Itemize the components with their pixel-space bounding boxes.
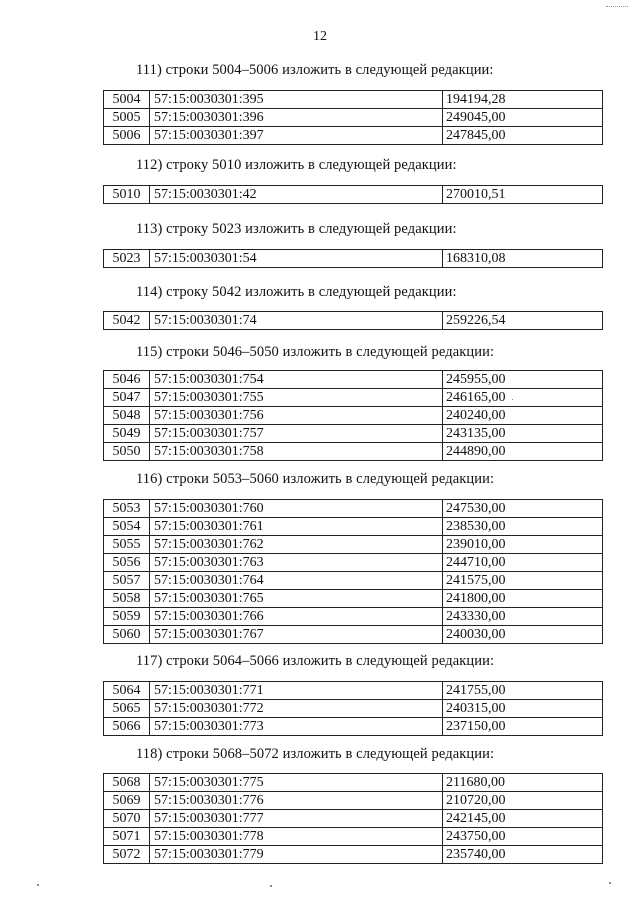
table-row xyxy=(104,590,603,608)
value-cell: 241755,00 xyxy=(443,682,603,700)
cadastral-number-cell: 57:15:0030301:767 xyxy=(150,626,443,644)
row-number-cell: 5010 xyxy=(104,186,150,204)
cadastral-number-cell: 57:15:0030301:395 xyxy=(150,91,443,109)
row-number-cell: 5053 xyxy=(104,500,150,518)
cadastral-number-cell: 57:15:0030301:755 xyxy=(150,389,443,407)
cadastral-number-cell: 57:15:0030301:764 xyxy=(150,572,443,590)
value-cell: 211680,00 xyxy=(443,774,603,792)
cadastral-number-cell: 57:15:0030301:771 xyxy=(150,682,443,700)
page-number: 12 xyxy=(313,29,327,44)
table-row xyxy=(104,572,603,590)
amendment-table xyxy=(103,370,603,461)
value-cell: 239010,00 xyxy=(443,536,603,554)
section-heading: 115) строки 5046–5050 изложить в следующей редакции: xyxy=(136,344,495,360)
cadastral-number-cell: 57:15:0030301:42 xyxy=(150,186,443,204)
value-cell: 249045,00 xyxy=(443,109,603,127)
value-cell: 247530,00 xyxy=(443,500,603,518)
section-heading: 118) строки 5068–5072 изложить в следующей редакции: xyxy=(136,746,495,762)
row-number-cell: 5056 xyxy=(104,554,150,572)
value-cell: 238530,00 xyxy=(443,518,603,536)
scan-speck xyxy=(270,885,272,887)
table-row xyxy=(104,828,603,846)
table-row xyxy=(104,425,603,443)
table-row xyxy=(104,682,603,700)
row-number-cell: 5023 xyxy=(104,250,150,268)
cadastral-number-cell: 57:15:0030301:54 xyxy=(150,250,443,268)
value-cell: 259226,54 xyxy=(443,312,603,330)
value-cell: 270010,51 xyxy=(443,186,603,204)
cadastral-number-cell: 57:15:0030301:761 xyxy=(150,518,443,536)
cadastral-number-cell: 57:15:0030301:397 xyxy=(150,127,443,145)
table-row xyxy=(104,518,603,536)
table-row xyxy=(104,407,603,425)
row-number-cell: 5042 xyxy=(104,312,150,330)
cadastral-number-cell: 57:15:0030301:766 xyxy=(150,608,443,626)
cadastral-number-cell: 57:15:0030301:758 xyxy=(150,443,443,461)
table-row xyxy=(104,810,603,828)
table-row xyxy=(104,389,603,407)
value-cell: 247845,00 xyxy=(443,127,603,145)
table-row xyxy=(104,109,603,127)
cadastral-number-cell: 57:15:0030301:74 xyxy=(150,312,443,330)
row-number-cell: 5049 xyxy=(104,425,150,443)
row-number-cell: 5004 xyxy=(104,91,150,109)
section-heading: 114) строку 5042 изложить в следующей редакции: xyxy=(136,284,457,300)
table-row xyxy=(104,312,603,330)
value-cell: 245955,00 xyxy=(443,371,603,389)
row-number-cell: 5072 xyxy=(104,846,150,864)
row-number-cell: 5068 xyxy=(104,774,150,792)
row-number-cell: 5070 xyxy=(104,810,150,828)
row-number-cell: 5059 xyxy=(104,608,150,626)
value-cell: 242145,00 xyxy=(443,810,603,828)
section-heading: 117) строки 5064–5066 изложить в следующей редакции: xyxy=(136,653,495,669)
cadastral-number-cell: 57:15:0030301:757 xyxy=(150,425,443,443)
cadastral-number-cell: 57:15:0030301:772 xyxy=(150,700,443,718)
value-cell: 241575,00 xyxy=(443,572,603,590)
row-number-cell: 5047 xyxy=(104,389,150,407)
table-row xyxy=(104,186,603,204)
cadastral-number-cell: 57:15:0030301:760 xyxy=(150,500,443,518)
cadastral-number-cell: 57:15:0030301:762 xyxy=(150,536,443,554)
table-row xyxy=(104,774,603,792)
table-row xyxy=(104,626,603,644)
row-number-cell: 5005 xyxy=(104,109,150,127)
cadastral-number-cell: 57:15:0030301:756 xyxy=(150,407,443,425)
cadastral-number-cell: 57:15:0030301:779 xyxy=(150,846,443,864)
section-heading: 111) строки 5004–5006 изложить в следующей редакции: xyxy=(136,62,494,78)
row-number-cell: 5050 xyxy=(104,443,150,461)
row-number-cell: 5064 xyxy=(104,682,150,700)
value-cell: 244710,00 xyxy=(443,554,603,572)
value-cell: 194194,28 xyxy=(443,91,603,109)
section-heading: 113) строку 5023 изложить в следующей редакции: xyxy=(136,221,457,237)
cadastral-number-cell: 57:15:0030301:773 xyxy=(150,718,443,736)
row-number-cell: 5071 xyxy=(104,828,150,846)
cadastral-number-cell: 57:15:0030301:776 xyxy=(150,792,443,810)
value-cell: 243750,00 xyxy=(443,828,603,846)
cadastral-number-cell: 57:15:0030301:763 xyxy=(150,554,443,572)
cadastral-number-cell: 57:15:0030301:775 xyxy=(150,774,443,792)
scan-speck xyxy=(512,399,513,400)
cadastral-number-cell: 57:15:0030301:778 xyxy=(150,828,443,846)
section-heading: 112) строку 5010 изложить в следующей редакции: xyxy=(136,157,457,173)
scan-speck xyxy=(37,884,39,886)
cadastral-number-cell: 57:15:0030301:777 xyxy=(150,810,443,828)
table-row xyxy=(104,700,603,718)
table-row xyxy=(104,500,603,518)
row-number-cell: 5060 xyxy=(104,626,150,644)
value-cell: 243135,00 xyxy=(443,425,603,443)
table-row xyxy=(104,91,603,109)
row-number-cell: 5069 xyxy=(104,792,150,810)
value-cell: 240315,00 xyxy=(443,700,603,718)
amendment-table xyxy=(103,499,603,644)
value-cell: 168310,08 xyxy=(443,250,603,268)
table-row xyxy=(104,718,603,736)
cadastral-number-cell: 57:15:0030301:765 xyxy=(150,590,443,608)
value-cell: 244890,00 xyxy=(443,443,603,461)
amendment-table xyxy=(103,681,603,736)
scan-speck xyxy=(609,882,611,884)
value-cell: 240030,00 xyxy=(443,626,603,644)
row-number-cell: 5065 xyxy=(104,700,150,718)
row-number-cell: 5058 xyxy=(104,590,150,608)
value-cell: 210720,00 xyxy=(443,792,603,810)
value-cell: 241800,00 xyxy=(443,590,603,608)
amendment-table xyxy=(103,90,603,145)
amendment-table xyxy=(103,773,603,864)
section-heading: 116) строки 5053–5060 изложить в следующей редакции: xyxy=(136,471,495,487)
table-row xyxy=(104,608,603,626)
table-row xyxy=(104,371,603,389)
cadastral-number-cell: 57:15:0030301:754 xyxy=(150,371,443,389)
amendment-table xyxy=(103,185,603,204)
row-number-cell: 5054 xyxy=(104,518,150,536)
table-row xyxy=(104,792,603,810)
table-row xyxy=(104,536,603,554)
table-row xyxy=(104,846,603,864)
value-cell: 235740,00 xyxy=(443,846,603,864)
table-row xyxy=(104,250,603,268)
table-row xyxy=(104,443,603,461)
row-number-cell: 5066 xyxy=(104,718,150,736)
row-number-cell: 5048 xyxy=(104,407,150,425)
row-number-cell: 5006 xyxy=(104,127,150,145)
value-cell: 246165,00 xyxy=(443,389,603,407)
value-cell: 243330,00 xyxy=(443,608,603,626)
row-number-cell: 5055 xyxy=(104,536,150,554)
amendment-table xyxy=(103,249,603,268)
row-number-cell: 5057 xyxy=(104,572,150,590)
scan-corner-mark xyxy=(606,6,628,10)
cadastral-number-cell: 57:15:0030301:396 xyxy=(150,109,443,127)
amendment-table xyxy=(103,311,603,330)
table-row xyxy=(104,554,603,572)
value-cell: 237150,00 xyxy=(443,718,603,736)
value-cell: 240240,00 xyxy=(443,407,603,425)
table-row xyxy=(104,127,603,145)
row-number-cell: 5046 xyxy=(104,371,150,389)
